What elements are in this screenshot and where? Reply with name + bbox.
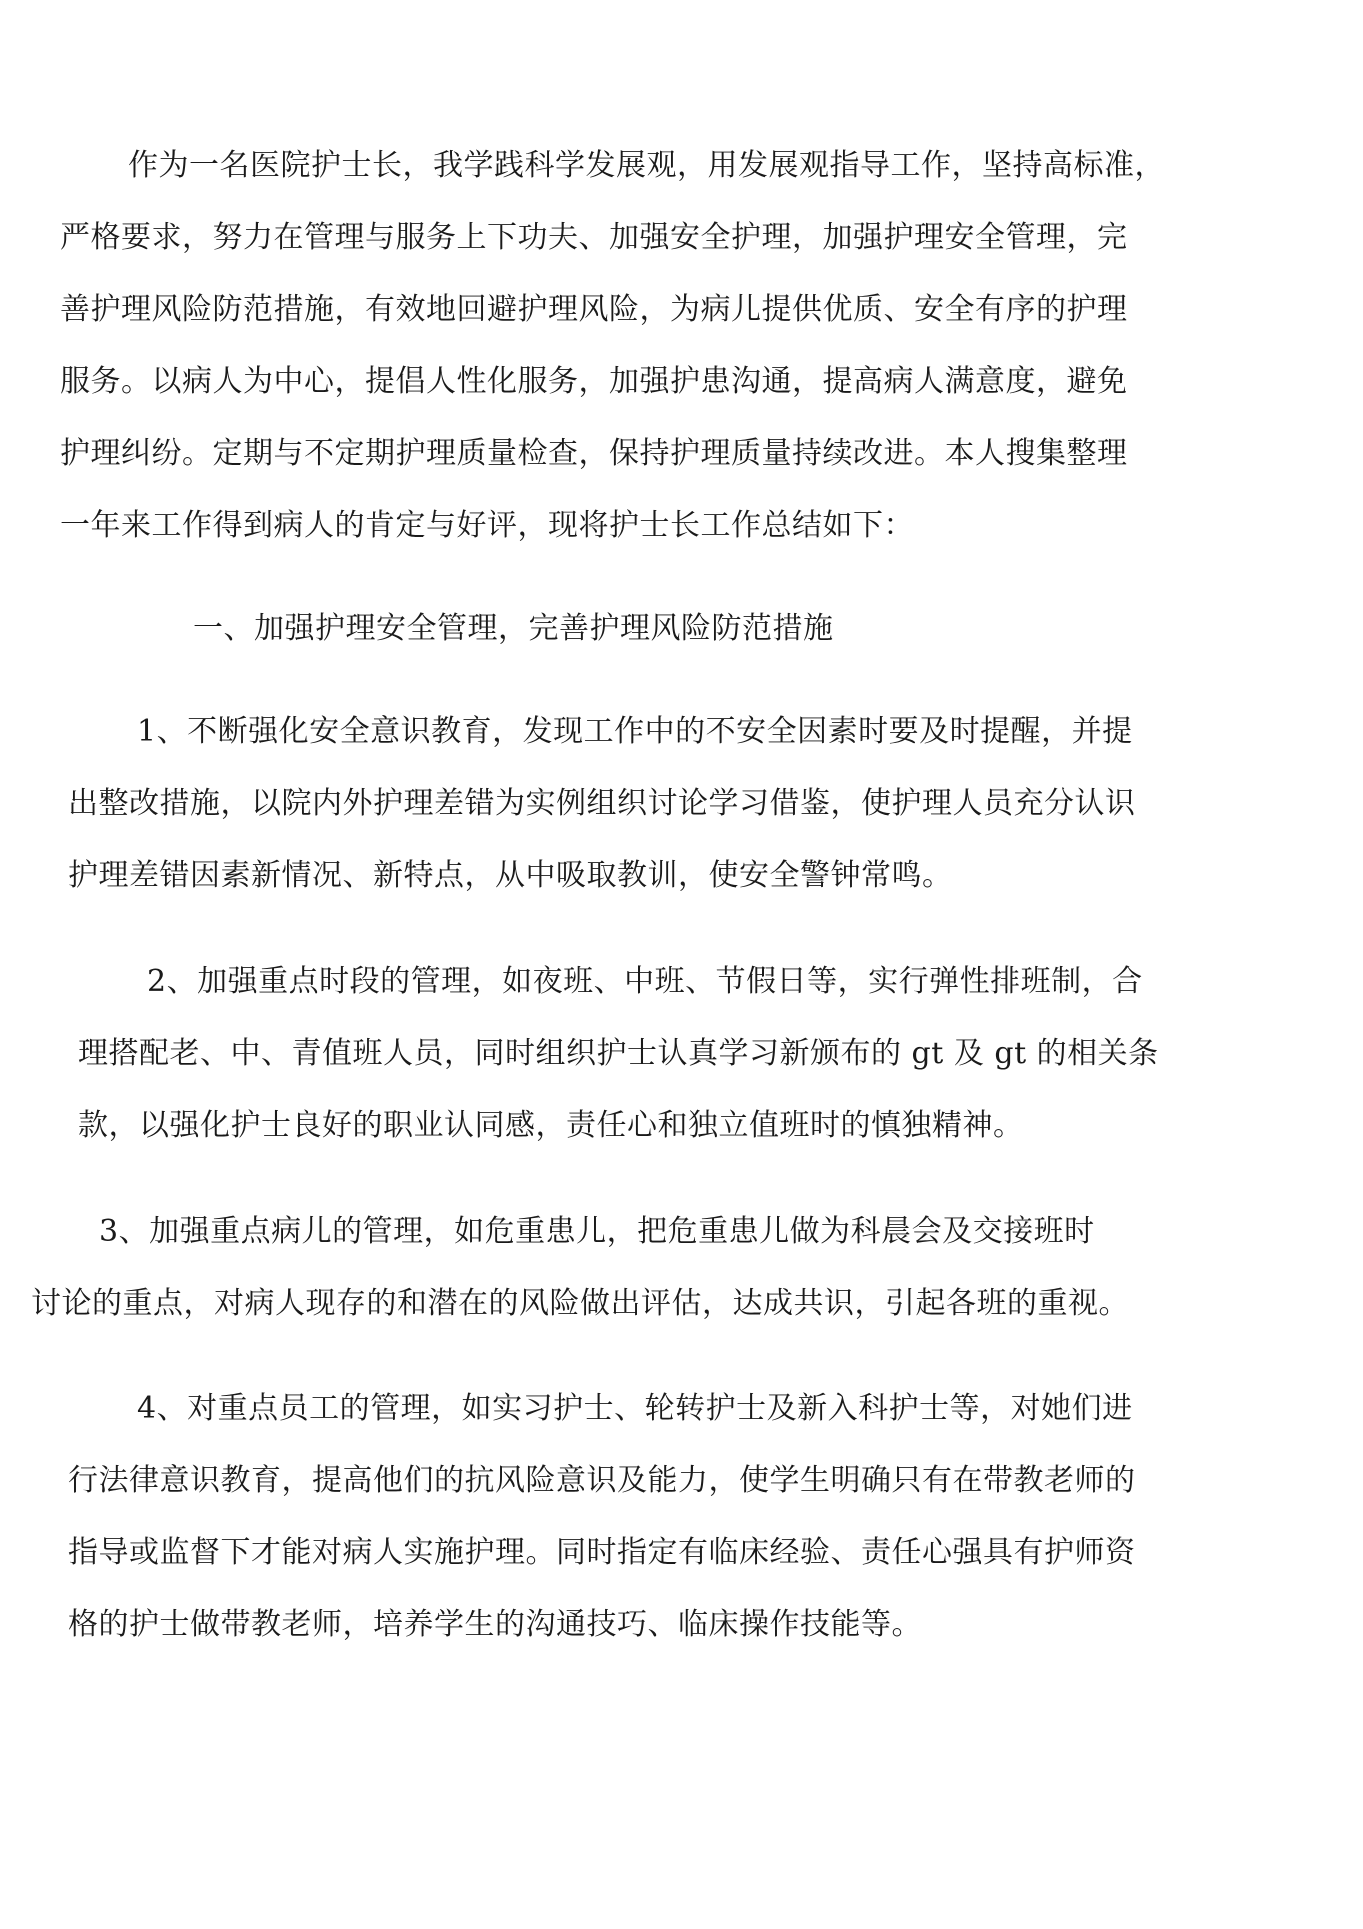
item-1-line: 出整改措施，以院内外护理差错为实例组织讨论学习借鉴，使护理人员充分认识	[68, 786, 1136, 821]
item-4-line: 格的护士做带教老师，培养学生的沟通技巧、临床操作技能等。	[68, 1607, 922, 1642]
intro-line: 善护理风险防范措施，有效地回避护理风险，为病儿提供优质、安全有序的护理	[60, 292, 1128, 327]
item-2-line: 理搭配老、中、青值班人员，同时组织护士认真学习新颁布的 gt 及 gt 的相关条	[78, 1036, 1159, 1071]
section-heading: 一、加强护理安全管理，完善护理风险防范措施	[193, 611, 834, 646]
intro-line: 护理纠纷。定期与不定期护理质量检查，保持护理质量持续改进。本人搜集整理	[60, 436, 1128, 471]
intro-line: 严格要求，努力在管理与服务上下功夫、加强安全护理，加强护理安全管理，完	[60, 220, 1128, 255]
item-1-line: 护理差错因素新情况、新特点，从中吸取教训，使安全警钟常鸣。	[68, 858, 953, 893]
item-1-line: 1、不断强化安全意识教育，发现工作中的不安全因素时要及时提醒，并提	[137, 714, 1133, 749]
item-4-line: 行法律意识教育，提高他们的抗风险意识及能力，使学生明确只有在带教老师的	[68, 1463, 1136, 1498]
intro-line: 服务。以病人为中心，提倡人性化服务，加强护患沟通，提高病人满意度，避免	[60, 364, 1128, 399]
item-4-line: 4、对重点员工的管理，如实习护士、轮转护士及新入科护士等，对她们进	[137, 1391, 1133, 1426]
item-4-line: 指导或监督下才能对病人实施护理。同时指定有临床经验、责任心强具有护师资	[68, 1535, 1136, 1570]
item-2-line: 款，以强化护士良好的职业认同感，责任心和独立值班时的慎独精神。	[78, 1108, 1024, 1143]
intro-line: 作为一名医院护士长，我学践科学发展观，用发展观指导工作，坚持高标准，	[128, 148, 1165, 183]
item-3-line: 3、加强重点病儿的管理，如危重患儿，把危重患儿做为科晨会及交接班时	[99, 1214, 1095, 1249]
intro-line: 一年来工作得到病人的肯定与好评，现将护士长工作总结如下：	[60, 508, 914, 543]
item-2-line: 2、加强重点时段的管理，如夜班、中班、节假日等，实行弹性排班制，合	[147, 964, 1143, 999]
item-3-line: 讨论的重点，对病人现存的和潜在的风险做出评估，达成共识，引起各班的重视。	[31, 1286, 1129, 1321]
